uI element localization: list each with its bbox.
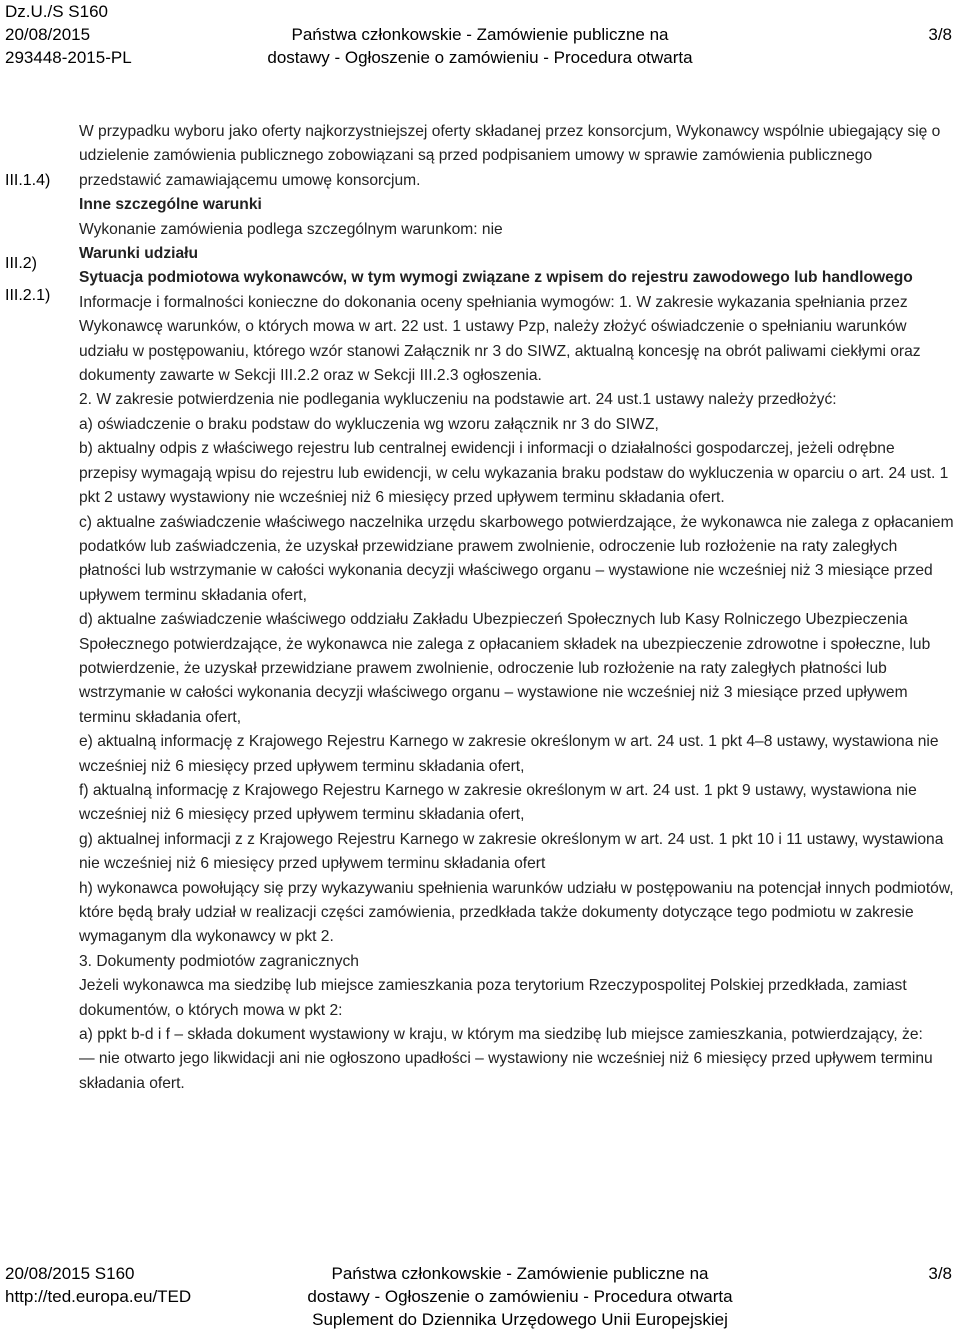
header-title-line2: dostawy - Ogłoszenie o zamówieniu - Procedura otwarta	[267, 48, 693, 67]
header-date: 20/08/2015	[5, 25, 91, 44]
section-number-iii-1-4: III.1.4)	[5, 172, 51, 189]
other-conditions-text: Wykonanie zamówienia podlega szczególnym warunkom: nie	[79, 220, 503, 238]
body-paragraph: Jeżeli wykonawca ma siedzibę lub miejsce zamieszkania poza terytorium Rzeczypospolitej Polskiej przedkłada, zamiast dokumentów, o których mowa w pkt 2:	[79, 977, 907, 1019]
footer-supplement: Suplement do Dziennika Urzędowego Unii Europejskiej	[312, 1310, 728, 1329]
footer-date-issue: 20/08/2015 S160	[5, 1264, 135, 1283]
header-page-number: 3/8	[928, 25, 952, 44]
list-item: c) aktualne zaświadczenie właściwego naczelnika urzędu skarbowego potwierdzające, że wykonawca nie zalega z opłacaniem podatków lub zaświadczenia, że uzyskał przewidziane prawem zwolnienie, odroczenie lub rozłożenie na raty zaległych płatności lub wstrzymanie w całości wykonania decyzji właściwego organu – wystawione nie wcześniej niż 3 miesiące przed upływem terminu składania ofert,	[79, 513, 954, 604]
list-item: — nie otwarto jego likwidacji ani nie ogłoszono upadłości – wystawiony nie wcześniej niż 6 miesięcy przed upływem terminu składania ofert.	[79, 1050, 933, 1092]
footer-center	[40, 1262, 960, 1331]
header-center	[0, 0, 960, 69]
footer-title-line2: dostawy - Ogłoszenie o zamówieniu - Procedura otwarta	[307, 1287, 733, 1306]
body-paragraph: 3. Dokumenty podmiotów zagranicznych	[79, 952, 359, 970]
consortium-paragraph: W przypadku wyboru jako oferty najkorzystniejszej oferty składanej przez konsorcjum, Wykonawcy wspólnie ubiegający się o udzielenie zamówienia publicznego zobowiązani są przed podpisaniem umowy w sprawie zamówienia publicznego przedstawić zamawiającemu umowę konsorcjum.	[79, 123, 941, 189]
list-item: a) ppkt b-d i f – składa dokument wystawiony w kraju, w którym ma siedzibę lub miejsce zamieszkania, potwierdzający, że:	[79, 1026, 923, 1044]
list-item: d) aktualne zaświadczenie właściwego oddziału Zakładu Ubezpieczeń Społecznych lub Kasy Rolniczego Ubezpieczenia Społecznego potwierdzające, że wykonawca nie zalega z opłacaniem składek na ubezpieczenie zdrowotne i społeczne, lub potwierdzenie, że uzyskał przewidziane prawem zwolnienie, odroczenie lub rozłożenie na raty zaległych płatności lub wstrzymanie w całości wykonania decyzji właściwego organu – wystawione nie wcześniej niż 3 miesiące przed upływem terminu składania ofert,	[79, 611, 931, 726]
footer-page-number: 3/8	[928, 1264, 952, 1283]
footer-url: http://ted.europa.eu/TED	[5, 1287, 192, 1306]
body-paragraph: Informacje i formalności konieczne do dokonania oceny spełniania wymogów: 1. W zakresie wykazania spełniania przez Wykonawcę warunków, o których mowa w art. 22 ust. 1 ustawy Pzp, należy złożyć oświadczenie o spełnianiu warunków udziału w postępowaniu, którego wzór stanowi Załącznik nr 3 do SIWZ, aktualną koncesję na obrót paliwami ciekłymi oraz dokumenty zawarte w Sekcji III.2.2 oraz w Sekcji III.2.3 ogłoszenia.	[79, 293, 921, 385]
footer-title-line1: Państwa członkowskie - Zamówienie publiczne na	[331, 1264, 709, 1283]
list-item: e) aktualną informację z Krajowego Rejestru Karnego w zakresie określonym w art. 24 ust. 1 pkt 4–8 ustawy, wystawiona nie wcześniej niż 6 miesięcy przed upływem terminu składania ofert,	[79, 733, 939, 775]
heading-subjective-situation: Sytuacja podmiotowa wykonawców, w tym wymogi związane z wpisem do rejestru zawodowego lub handlowego	[79, 269, 913, 287]
section-number-iii-2: III.2)	[5, 255, 38, 272]
list-item: f) aktualną informację z Krajowego Rejestru Karnego w zakresie określonym w art. 24 ust. 1 pkt 9 ustawy, wystawiona nie wcześniej niż 6 miesięcy przed upływem terminu składania ofert,	[79, 781, 917, 824]
section-number-iii-2-1: III.2.1)	[5, 287, 51, 304]
document-body	[79, 120, 955, 1096]
heading-participation-conditions: Warunki udziału	[79, 245, 198, 263]
list-item: b) aktualny odpis z właściwego rejestru lub centralnej ewidencji i informacji o działalności gospodarczej, jeżeli odrębne przepisy wymagają wpisu do rejestru lub ewidencji, w celu wykazania braku podstaw do wykluczenia w oparciu o art. 24 ust. 1 pkt 2 ustawy wystawiony nie wcześniej niż 6 miesięcy przed upływem terminu składania ofert.	[79, 440, 949, 507]
notice-number: 293448-2015-PL	[5, 48, 132, 67]
body-paragraph: 2. W zakresie potwierdzenia nie podlegania wykluczeniu na podstawie art. 24 ust.1 ustawy należy przedłożyć:	[79, 391, 837, 409]
journal-ref: Dz.U./S S160	[5, 2, 108, 21]
header-title-line1: Państwa członkowskie - Zamówienie publiczne na	[291, 25, 669, 44]
heading-other-conditions: Inne szczególne warunki	[79, 196, 262, 214]
list-item: h) wykonawca powołujący się przy wykazywaniu spełnienia warunków udziału w postępowaniu na potencjał innych podmiotów, które będą brały udział w realizacji części zamówienia, przedkłada także dokumenty dotyczące tego podmiotu w zakresie wymaganym dla wykonawcy w pkt 2.	[79, 879, 954, 946]
list-item: g) aktualnej informacji z z Krajowego Rejestru Karnego w zakresie określonym w art. 24 ust. 1 pkt 10 i 11 ustawy, wystawiona nie wcześniej niż 6 miesięcy przed upływem terminu składania ofert	[79, 830, 944, 873]
list-item: a) oświadczenie o braku podstaw do wykluczenia wg wzoru załącznik nr 3 do SIWZ,	[79, 415, 659, 433]
